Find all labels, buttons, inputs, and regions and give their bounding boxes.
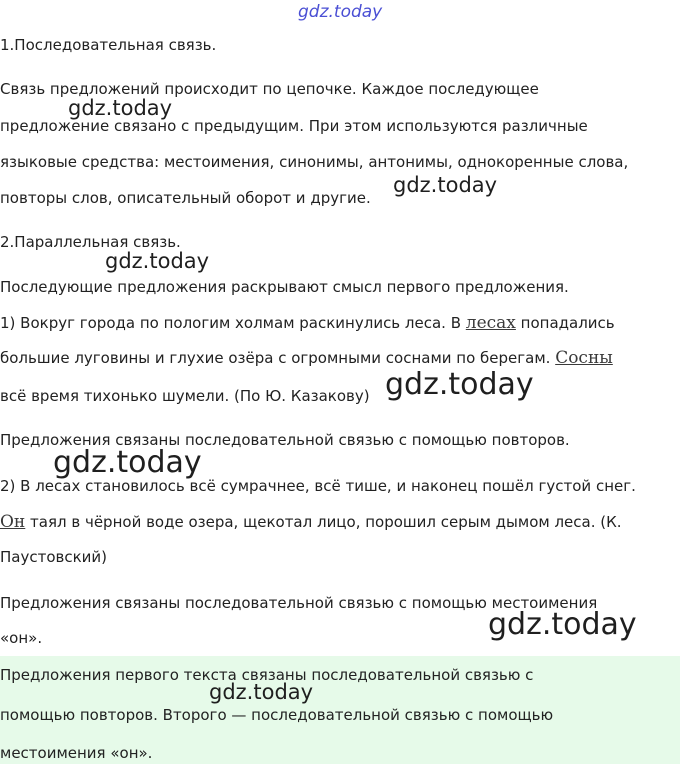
section1-line-2: предложение связано с предыдущим. При этом используются различные [0, 117, 588, 135]
section1-line-3: языковые средства: местоимения, синонимы, антонимы, однокоренные слова, [0, 153, 629, 171]
section2-heading: 2.Параллельная связь. [0, 233, 181, 251]
watermark: gdz.today [68, 96, 173, 120]
answer-line-1: Предложения первого текста связаны последовательной связью с [0, 666, 534, 684]
header-watermark: gdz.today [298, 2, 383, 22]
pronoun-on: Он [0, 512, 26, 532]
example2-line-1: 2) В лесах становилось всё сумрачнее, всё тише, и наконец пошёл густой снег. [0, 477, 636, 495]
watermark: gdz.today [209, 680, 314, 704]
repeated-word-sosny: Сосны [555, 348, 613, 368]
watermark: gdz.today [53, 445, 202, 480]
section1-line-1: Связь предложений происходит по цепочке. Каждое последующее [0, 80, 539, 98]
example2-conclusion-line-2: «он». [0, 629, 43, 647]
example1-line-1 [0, 313, 615, 333]
example2-conclusion-line-1: Предложения связаны последовательной связью с помощью местоимения [0, 594, 598, 612]
example1-conclusion: Предложения связаны последовательной связью с помощью повторов. [0, 431, 570, 449]
watermark: gdz.today [105, 249, 210, 273]
section1-heading: 1.Последовательная связь. [0, 36, 217, 54]
example1-line-3: всё время тихонько шумели. (По Ю. Казакову) [0, 387, 370, 405]
watermark: gdz.today [385, 367, 534, 402]
section2-intro: Последующие предложения раскрывают смысл первого предложения. [0, 278, 569, 296]
section1-line-4: повторы слов, описательный оборот и другие. [0, 189, 371, 207]
repeated-word-lesah: лесах [465, 313, 516, 333]
example1-text-c: большие луговины и глухие озёра с огромными соснами по берегам. [0, 349, 556, 367]
example2-text-b: таял в чёрной воде озера, щекотал лицо, порошил серым дымом леса. (К. [25, 513, 622, 531]
example2-line-2 [0, 512, 622, 532]
watermark: gdz.today [393, 173, 498, 197]
answer-line-3: местоимения «он». [0, 744, 153, 762]
example2-line-3: Паустовский) [0, 548, 108, 566]
example1-line-2 [0, 348, 613, 368]
watermark: gdz.today [488, 607, 637, 642]
example1-text-a: 1) Вокруг города по пологим холмам раскинулись леса. В [0, 314, 466, 332]
answer-line-2: помощью повторов. Второго — последовательной связью с помощью [0, 706, 554, 724]
example1-text-b: попадались [515, 314, 615, 332]
